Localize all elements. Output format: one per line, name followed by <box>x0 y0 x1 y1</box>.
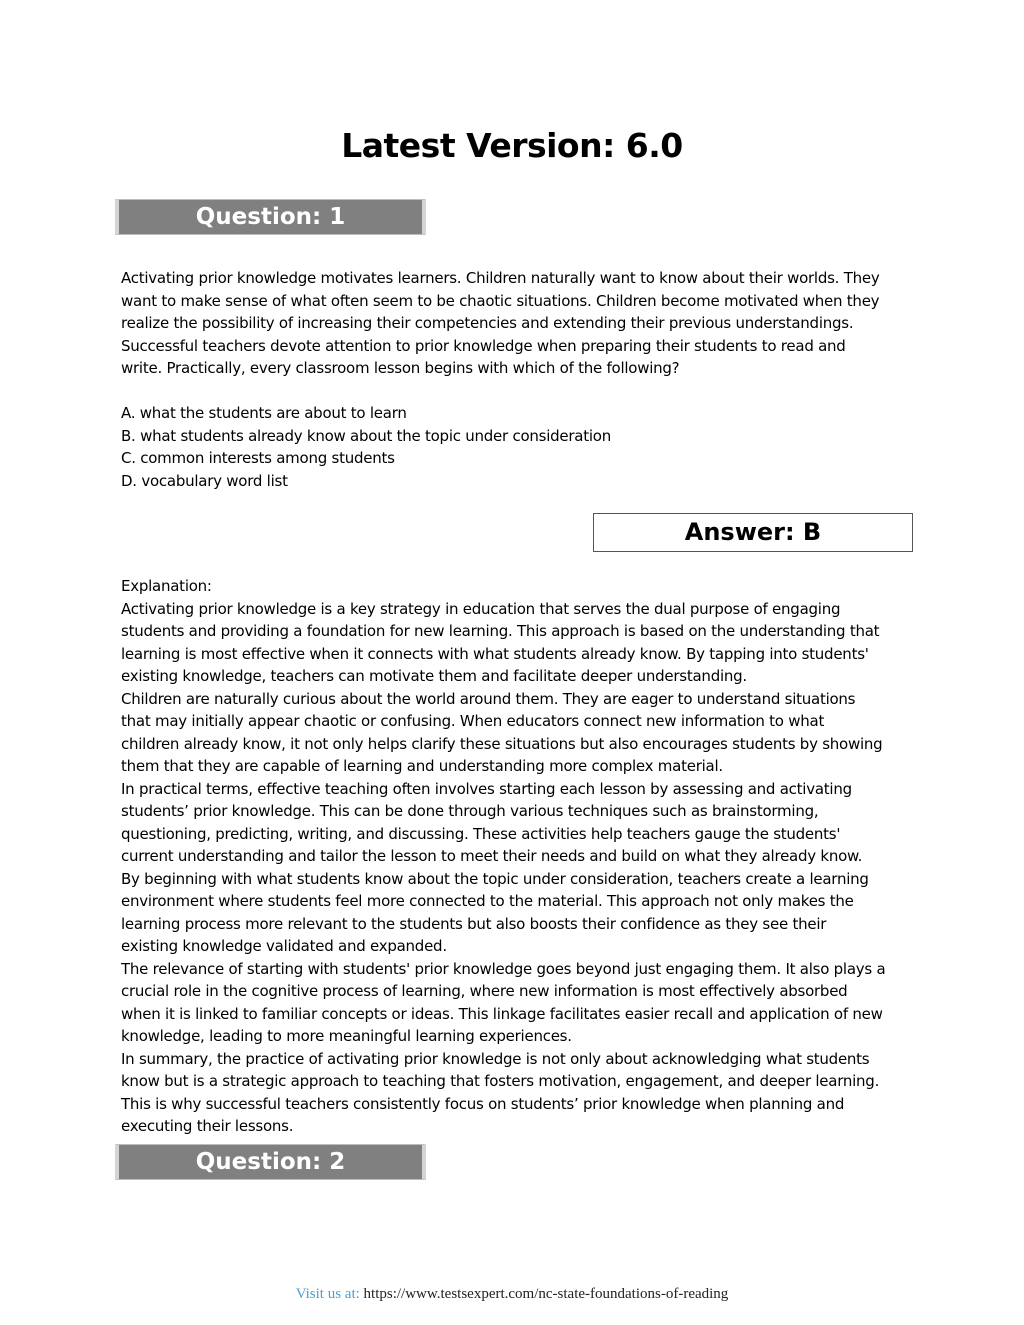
answer-box: Answer: B <box>593 513 913 552</box>
explanation-line: This is why successful teachers consistently focus on students’ prior knowledge when planning and <box>121 1094 845 1113</box>
explanation-line: know but is a strategic approach to teaching that fosters motivation, engagement, and deeper learning. <box>121 1072 880 1090</box>
page-footer <box>0 1284 1024 1304</box>
question-text <box>121 267 911 380</box>
explanation-line: crucial role in the cognitive process of learning, where new information is most effectively absorbed <box>121 982 848 1000</box>
answer-options <box>121 402 911 492</box>
explanation-line: By beginning with what students know about the topic under consideration, teachers create a learning <box>121 869 869 888</box>
footer-visit-label: Visit us at: <box>295 1286 360 1302</box>
explanation-line: In practical terms, effective teaching often involves starting each lesson by assessing and activating <box>121 779 852 798</box>
question-line: want to make sense of what often seem to be chaotic situations. Children become motivated when they <box>121 291 880 310</box>
question-1-header <box>115 199 426 235</box>
explanation-line: The relevance of starting with students' prior knowledge goes beyond just engaging them. It also plays a <box>121 959 886 978</box>
explanation-line: Children are naturally curious about the world around them. They are eager to understand situations <box>121 689 856 708</box>
explanation-line: when it is linked to familiar concepts or ideas. This linkage facilitates easier recall and application of new <box>121 1004 883 1023</box>
explanation-line: them that they are capable of learning and understanding more complex material. <box>121 757 723 775</box>
explanation-line: learning is most effective when it connects with what students already know. By tapping into students' <box>121 644 869 663</box>
explanation-line: children already know, it not only helps clarify these situations but also encourages students by showing <box>121 734 883 753</box>
question-2-label: Question: 2 <box>195 1149 346 1175</box>
explanation-line: environment where students feel more connected to the material. This approach not only makes the <box>121 892 854 910</box>
question-line: write. Practically, every classroom lesson begins with which of the following? <box>121 359 680 377</box>
question-2-header <box>115 1144 426 1180</box>
explanation-line: learning process more relevant to the students but also boosts their confidence as they see their <box>121 914 827 933</box>
explanation-line: In summary, the practice of activating prior knowledge is not only about acknowledging what students <box>121 1049 870 1068</box>
explanation-line: Explanation: <box>121 577 212 595</box>
explanation-line: existing knowledge validated and expanded. <box>121 937 447 955</box>
explanation-line: knowledge, leading to more meaningful learning experiences. <box>121 1027 572 1045</box>
option-c: C. common interests among students <box>121 449 395 467</box>
explanation-line: students’ prior knowledge. This can be done through various techniques such as brainstorming, <box>121 802 819 820</box>
question-1-label: Question: 1 <box>195 204 346 230</box>
option-a: A. what the students are about to learn <box>121 404 407 422</box>
question-line: realize the possibility of increasing their competencies and extending their previous understandings. <box>121 314 854 332</box>
explanation-line: questioning, predicting, writing, and discussing. These activities help teachers gauge the students' <box>121 824 841 843</box>
page-title: Latest Version: 6.0 <box>341 126 683 165</box>
explanation-text <box>121 575 911 1138</box>
explanation-line: that may initially appear chaotic or confusing. When educators connect new information to what <box>121 712 825 730</box>
explanation-line: students and providing a foundation for new learning. This approach is based on the understanding that <box>121 622 880 640</box>
option-d: D. vocabulary word list <box>121 471 288 490</box>
question-line: Successful teachers devote attention to prior knowledge when preparing their students to read and <box>121 336 846 355</box>
option-b: B. what students already know about the topic under consideration <box>121 426 611 445</box>
footer-url-link[interactable]: https://www.testsexpert.com/nc-state-foundations-of-reading <box>363 1286 729 1302</box>
explanation-line: current understanding and tailor the lesson to meet their needs and build on what they already know. <box>121 847 863 865</box>
explanation-line: existing knowledge, teachers can motivate them and facilitate deeper understanding. <box>121 667 747 685</box>
explanation-line: Activating prior knowledge is a key strategy in education that serves the dual purpose of engaging <box>121 599 841 618</box>
explanation-line: executing their lessons. <box>121 1117 294 1135</box>
question-line: Activating prior knowledge motivates learners. Children naturally want to know about their worlds. They <box>121 269 880 287</box>
